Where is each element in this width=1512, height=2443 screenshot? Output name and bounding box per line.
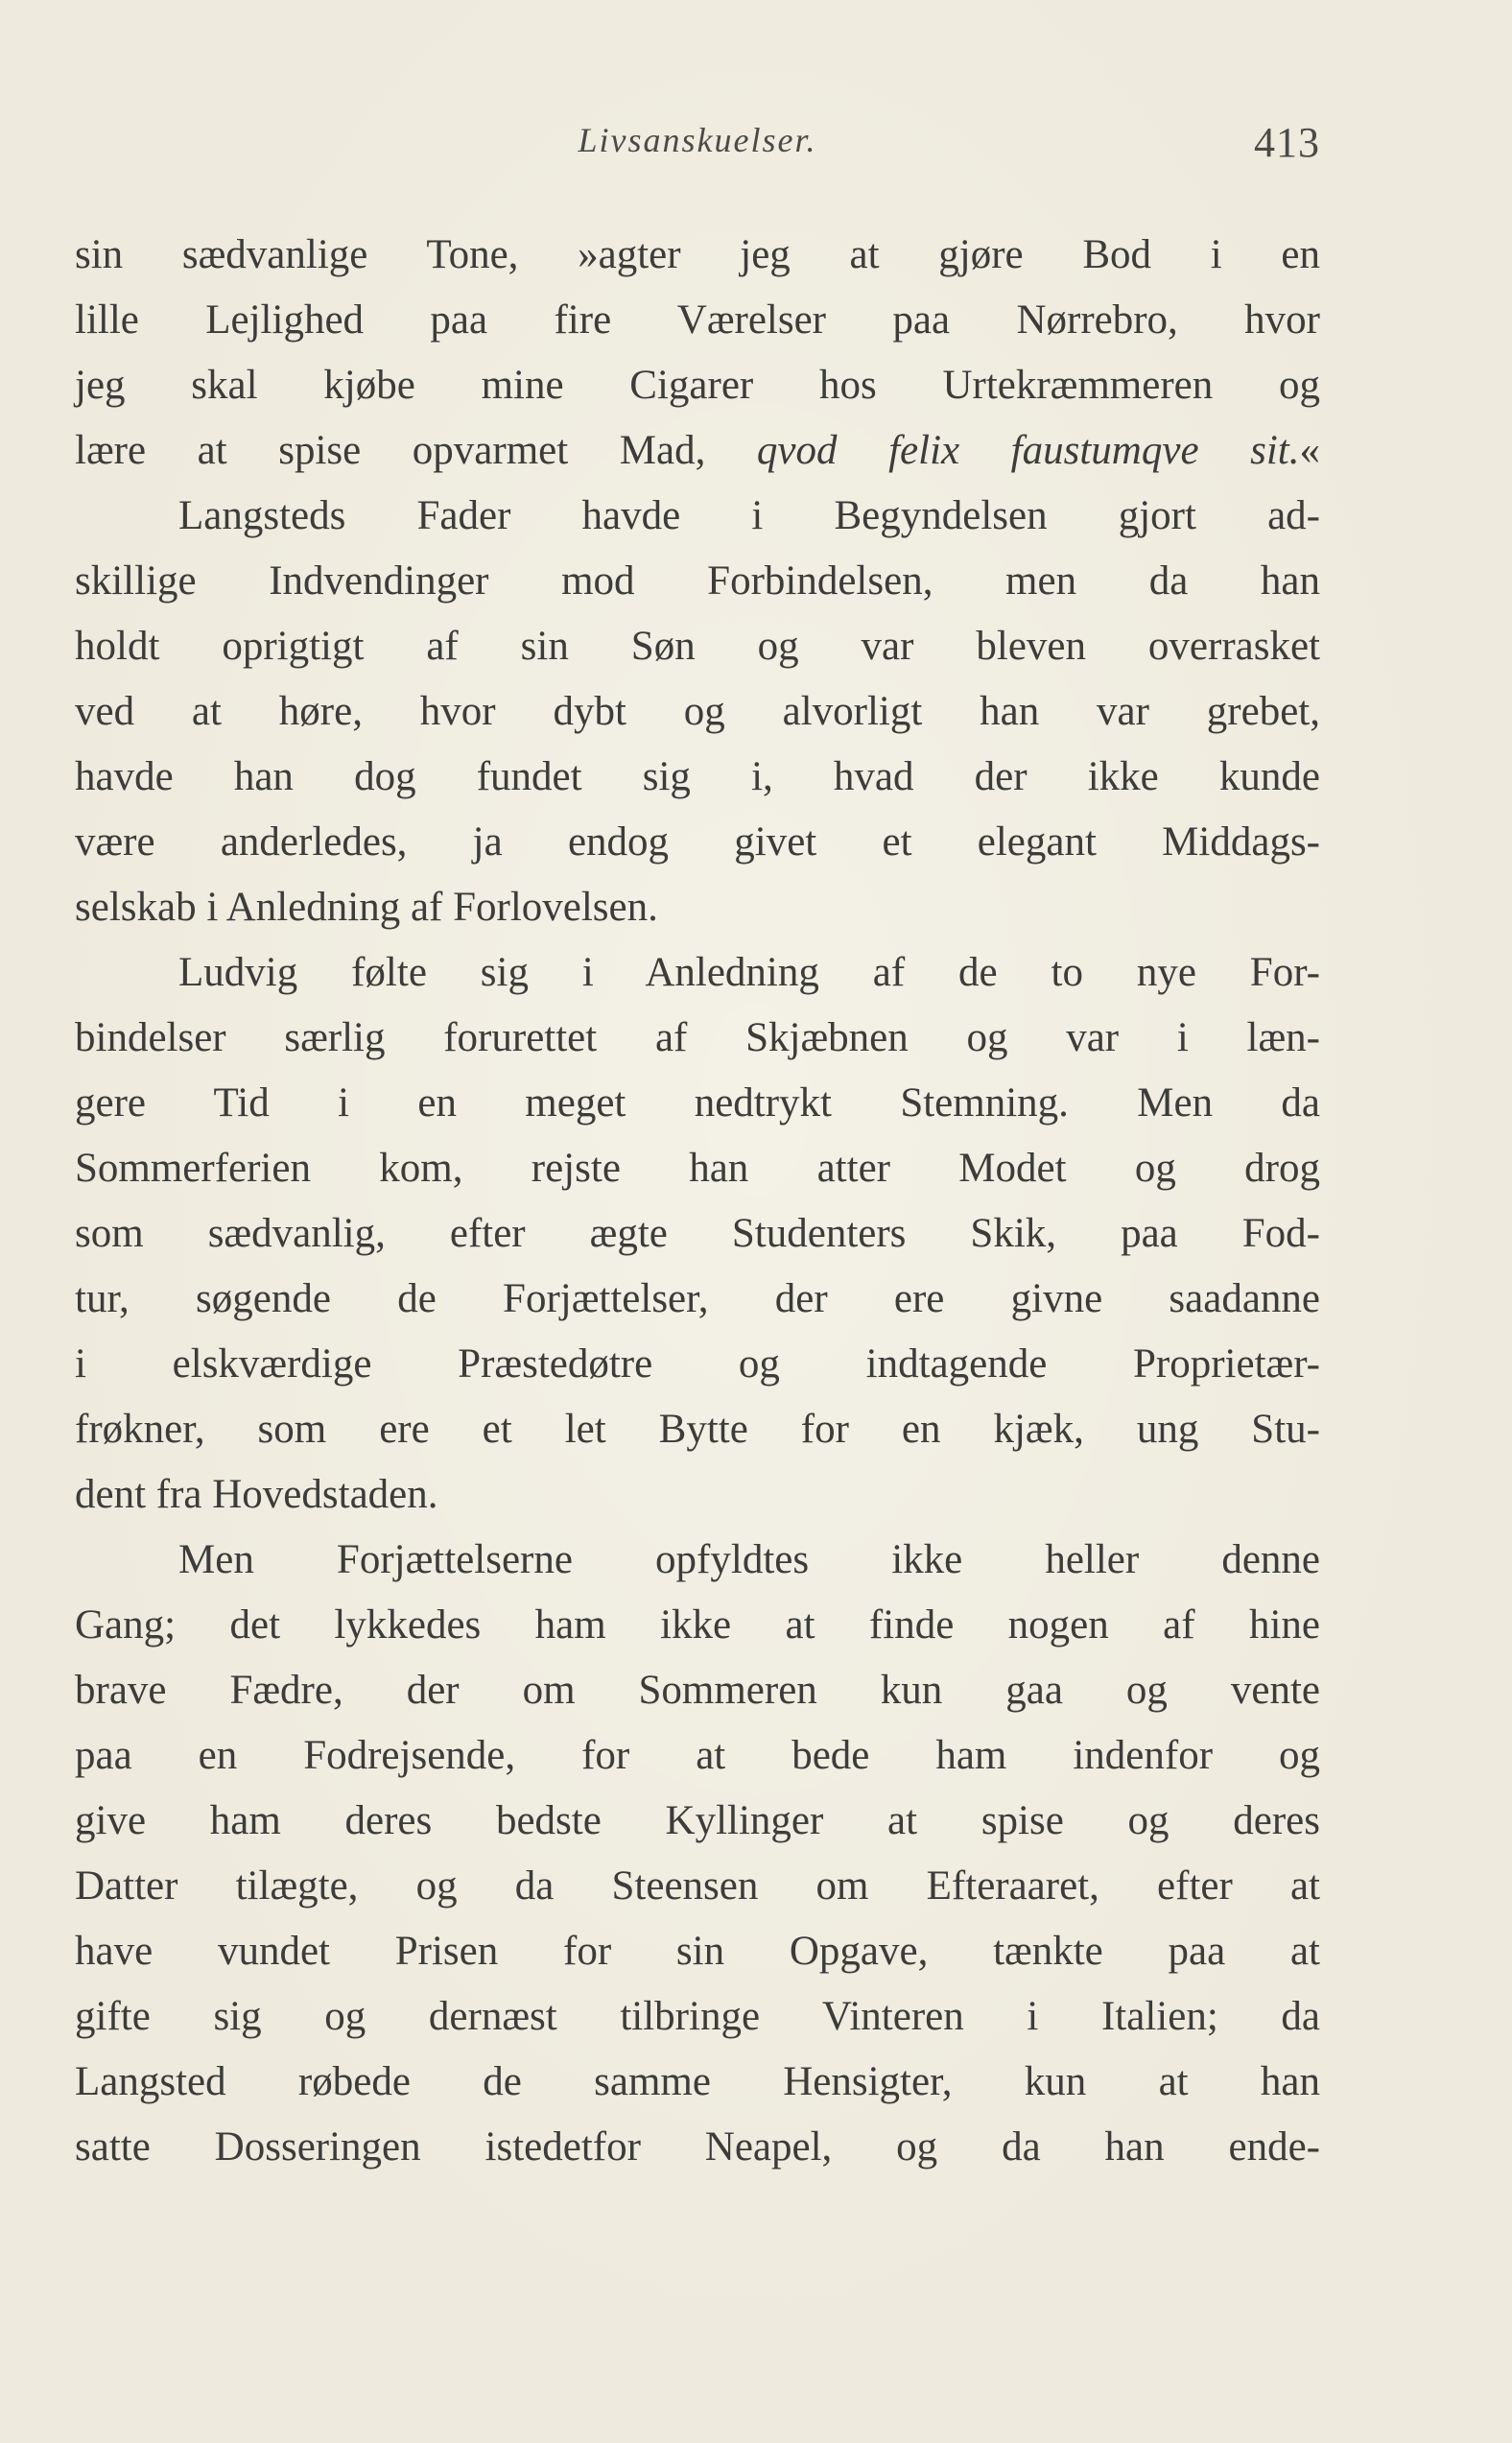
text-line: satte Dosseringen istedetfor Neapel, og da han ende- [75, 2124, 1320, 2170]
running-title: Livsanskuelser. [578, 121, 817, 159]
paragraph-last-line: selskab i Anledning af Forlovelsen. [75, 885, 658, 930]
text-line: Datter tilægte, og da Steensen om Efteraaret, efter at [75, 1863, 1320, 1909]
paragraph-first-line: Langsteds Fader havde i Begyndelsen gjort ad- [178, 493, 1320, 538]
text-line: være anderledes, ja endog givet et elegant Middags- [75, 819, 1320, 865]
text-line: som sædvanlig, efter ægte Studenters Skik, paa Fod- [75, 1211, 1320, 1256]
paragraph-first-line: Ludvig følte sig i Anledning af de to nye For- [178, 950, 1320, 995]
text-line: jeg skal kjøbe mine Cigarer hos Urtekræmmeren og [75, 363, 1320, 408]
running-head [75, 110, 1320, 178]
body-text [75, 223, 1320, 2180]
paragraph-first-line: Men Forjættelserne opfyldtes ikke heller denne [178, 1537, 1320, 1582]
paragraph-last-line: dent fra Hovedstaden. [75, 1472, 438, 1517]
text-line: gifte sig og dernæst tilbringe Vinteren i Italien; da [75, 1994, 1320, 2039]
text-line: give ham deres bedste Kyllinger at spise og deres [75, 1798, 1320, 1843]
text-line: have vundet Prisen for sin Opgave, tænkte paa at [75, 1929, 1320, 1974]
text-line: Langsted røbede de samme Hensigter, kun at han [75, 2059, 1320, 2104]
text-line: brave Fædre, der om Sommeren kun gaa og vente [75, 1668, 1320, 1713]
closing-quote-mark: « [1299, 428, 1320, 473]
text-line-with-latin-quote [75, 418, 1320, 484]
text-line: gere Tid i en meget nedtrykt Stemning. Men da [75, 1080, 1320, 1126]
text-line: tur, søgende de Forjættelser, der ere givne saadanne [75, 1276, 1320, 1321]
text-line: skillige Indvendinger mod Forbindelsen, men da han [75, 558, 1320, 604]
text-segment: lære at spise opvarmet Mad, [75, 428, 757, 473]
text-line: havde han dog fundet sig i, hvad der ikke kunde [75, 754, 1320, 799]
text-line: holdt oprigtigt af sin Søn og var bleven overrasket [75, 624, 1320, 669]
latin-quote: qvod felix faustumqve sit. [756, 428, 1300, 473]
page-number: 413 [1254, 119, 1320, 166]
text-line: ved at høre, hvor dybt og alvorligt han var grebet, [75, 689, 1320, 734]
text-line: lille Lejlighed paa fire Værelser paa Nørrebro, hvor [75, 297, 1320, 343]
text-line: sin sædvanlige Tone, »agter jeg at gjøre Bod i en [75, 232, 1320, 277]
text-line: Sommerferien kom, rejste han atter Modet og drog [75, 1146, 1320, 1191]
text-line: Gang; det lykkedes ham ikke at finde nogen af hine [75, 1602, 1320, 1648]
text-line: paa en Fodrejsende, for at bede ham indenfor og [75, 1733, 1320, 1778]
text-line: i elskværdige Præstedøtre og indtagende Proprietær- [75, 1341, 1320, 1387]
text-line: bindelser særlig forurettet af Skjæbnen og var i læn- [75, 1015, 1320, 1060]
text-line: frøkner, som ere et let Bytte for en kjæk, ung Stu- [75, 1407, 1320, 1452]
